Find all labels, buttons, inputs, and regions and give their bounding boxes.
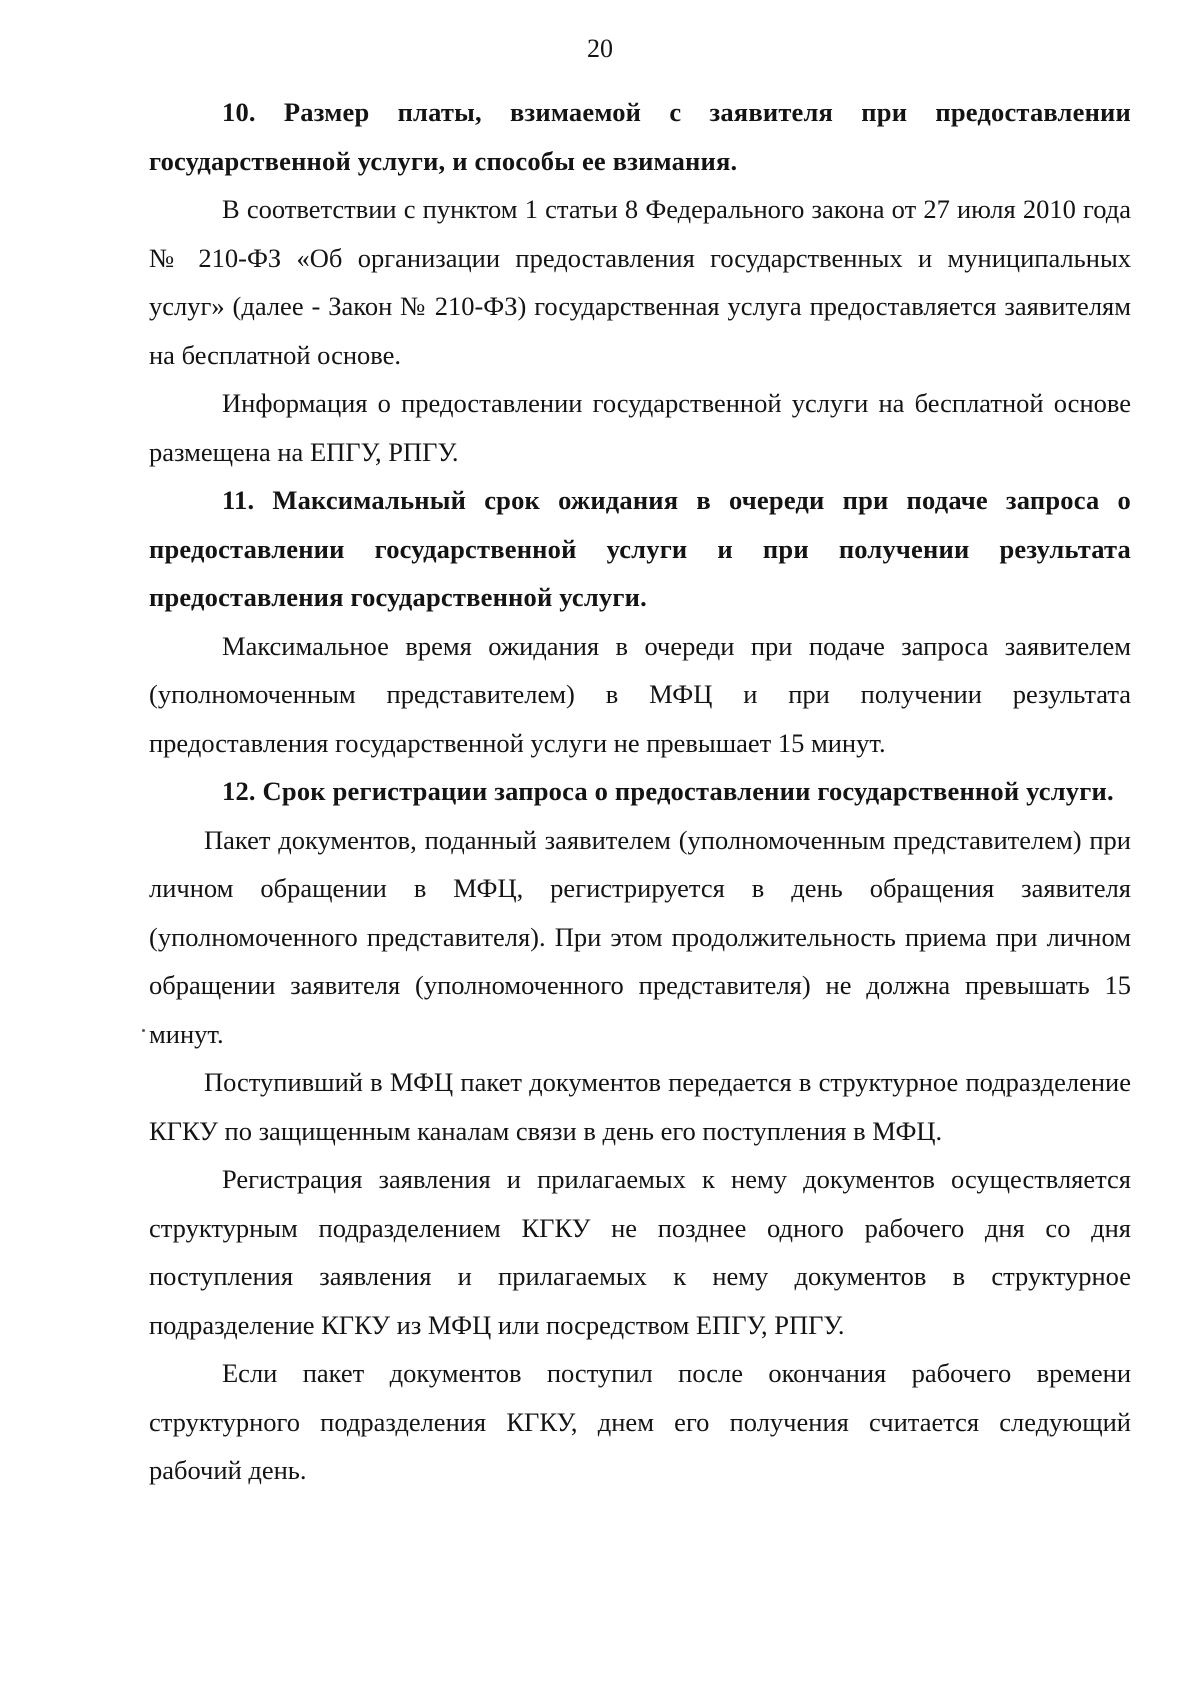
section-10-paragraph-1: В соответствии с пунктом 1 статьи 8 Федерального закона от 27 июля 2010 года № 210-ФЗ «Об организации предоставления государственных и муниципальных услуг» (далее - Закон № 210-ФЗ) государственная услуга предоставляется заявителям на бесплатной основе. bbox=[149, 194, 1131, 370]
scan-artifact-dot bbox=[142, 1029, 145, 1032]
document-body bbox=[149, 88, 1131, 1495]
section-12-paragraph-3: Регистрация заявления и прилагаемых к нему документов осуществляется структурным подразделением КГКУ не позднее одного рабочего дня со дня поступления заявления и прилагаемых к нему документов в структурное подразделение КГКУ из МФЦ или посредством ЕПГУ, РПГУ. bbox=[149, 1164, 1131, 1340]
section-11-paragraph-1: Максимальное время ожидания в очереди при подаче запроса заявителем (уполномоченным представителем) в МФЦ и при получении результата предоставления государственной услуги не превышает 15 минут. bbox=[149, 630, 1131, 758]
section-10-paragraph-2: Информация о предоставлении государственной услуги на бесплатной основе размещена на ЕПГУ, РПГУ. bbox=[149, 388, 1131, 467]
section-12-heading: 12. Срок регистрации запроса о предоставлении государственной услуги. bbox=[222, 776, 1114, 806]
section-11-heading: 11. Максимальный срок ожидания в очереди при подаче запроса о предоставлении государственной услуги и при получении результата предоставления государственной услуги. bbox=[149, 485, 1131, 612]
section-12-paragraph-4: Если пакет документов поступил после окончания рабочего времени структурного подразделения КГКУ, днем его получения считается следующий рабочий день. bbox=[149, 1358, 1131, 1485]
section-12-paragraph-2: Поступивший в МФЦ пакет документов передается в структурное подразделение КГКУ по защищенным каналам связи в день его поступления в МФЦ. bbox=[149, 1067, 1131, 1146]
section-12-paragraph-1: Пакет документов, поданный заявителем (уполномоченным представителем) при личном обращении в МФЦ, регистрируется в день обращения заявителя (уполномоченного представителя). При этом продолжительность приема при личном обращении заявителя (уполномоченного представителя) не должна превышать 15 минут. bbox=[149, 824, 1131, 1049]
page-number: 20 bbox=[587, 34, 613, 63]
section-10-heading: 10. Размер платы, взимаемой с заявителя при предоставлении государственной услуги, и способы ее взимания. bbox=[149, 97, 1131, 176]
